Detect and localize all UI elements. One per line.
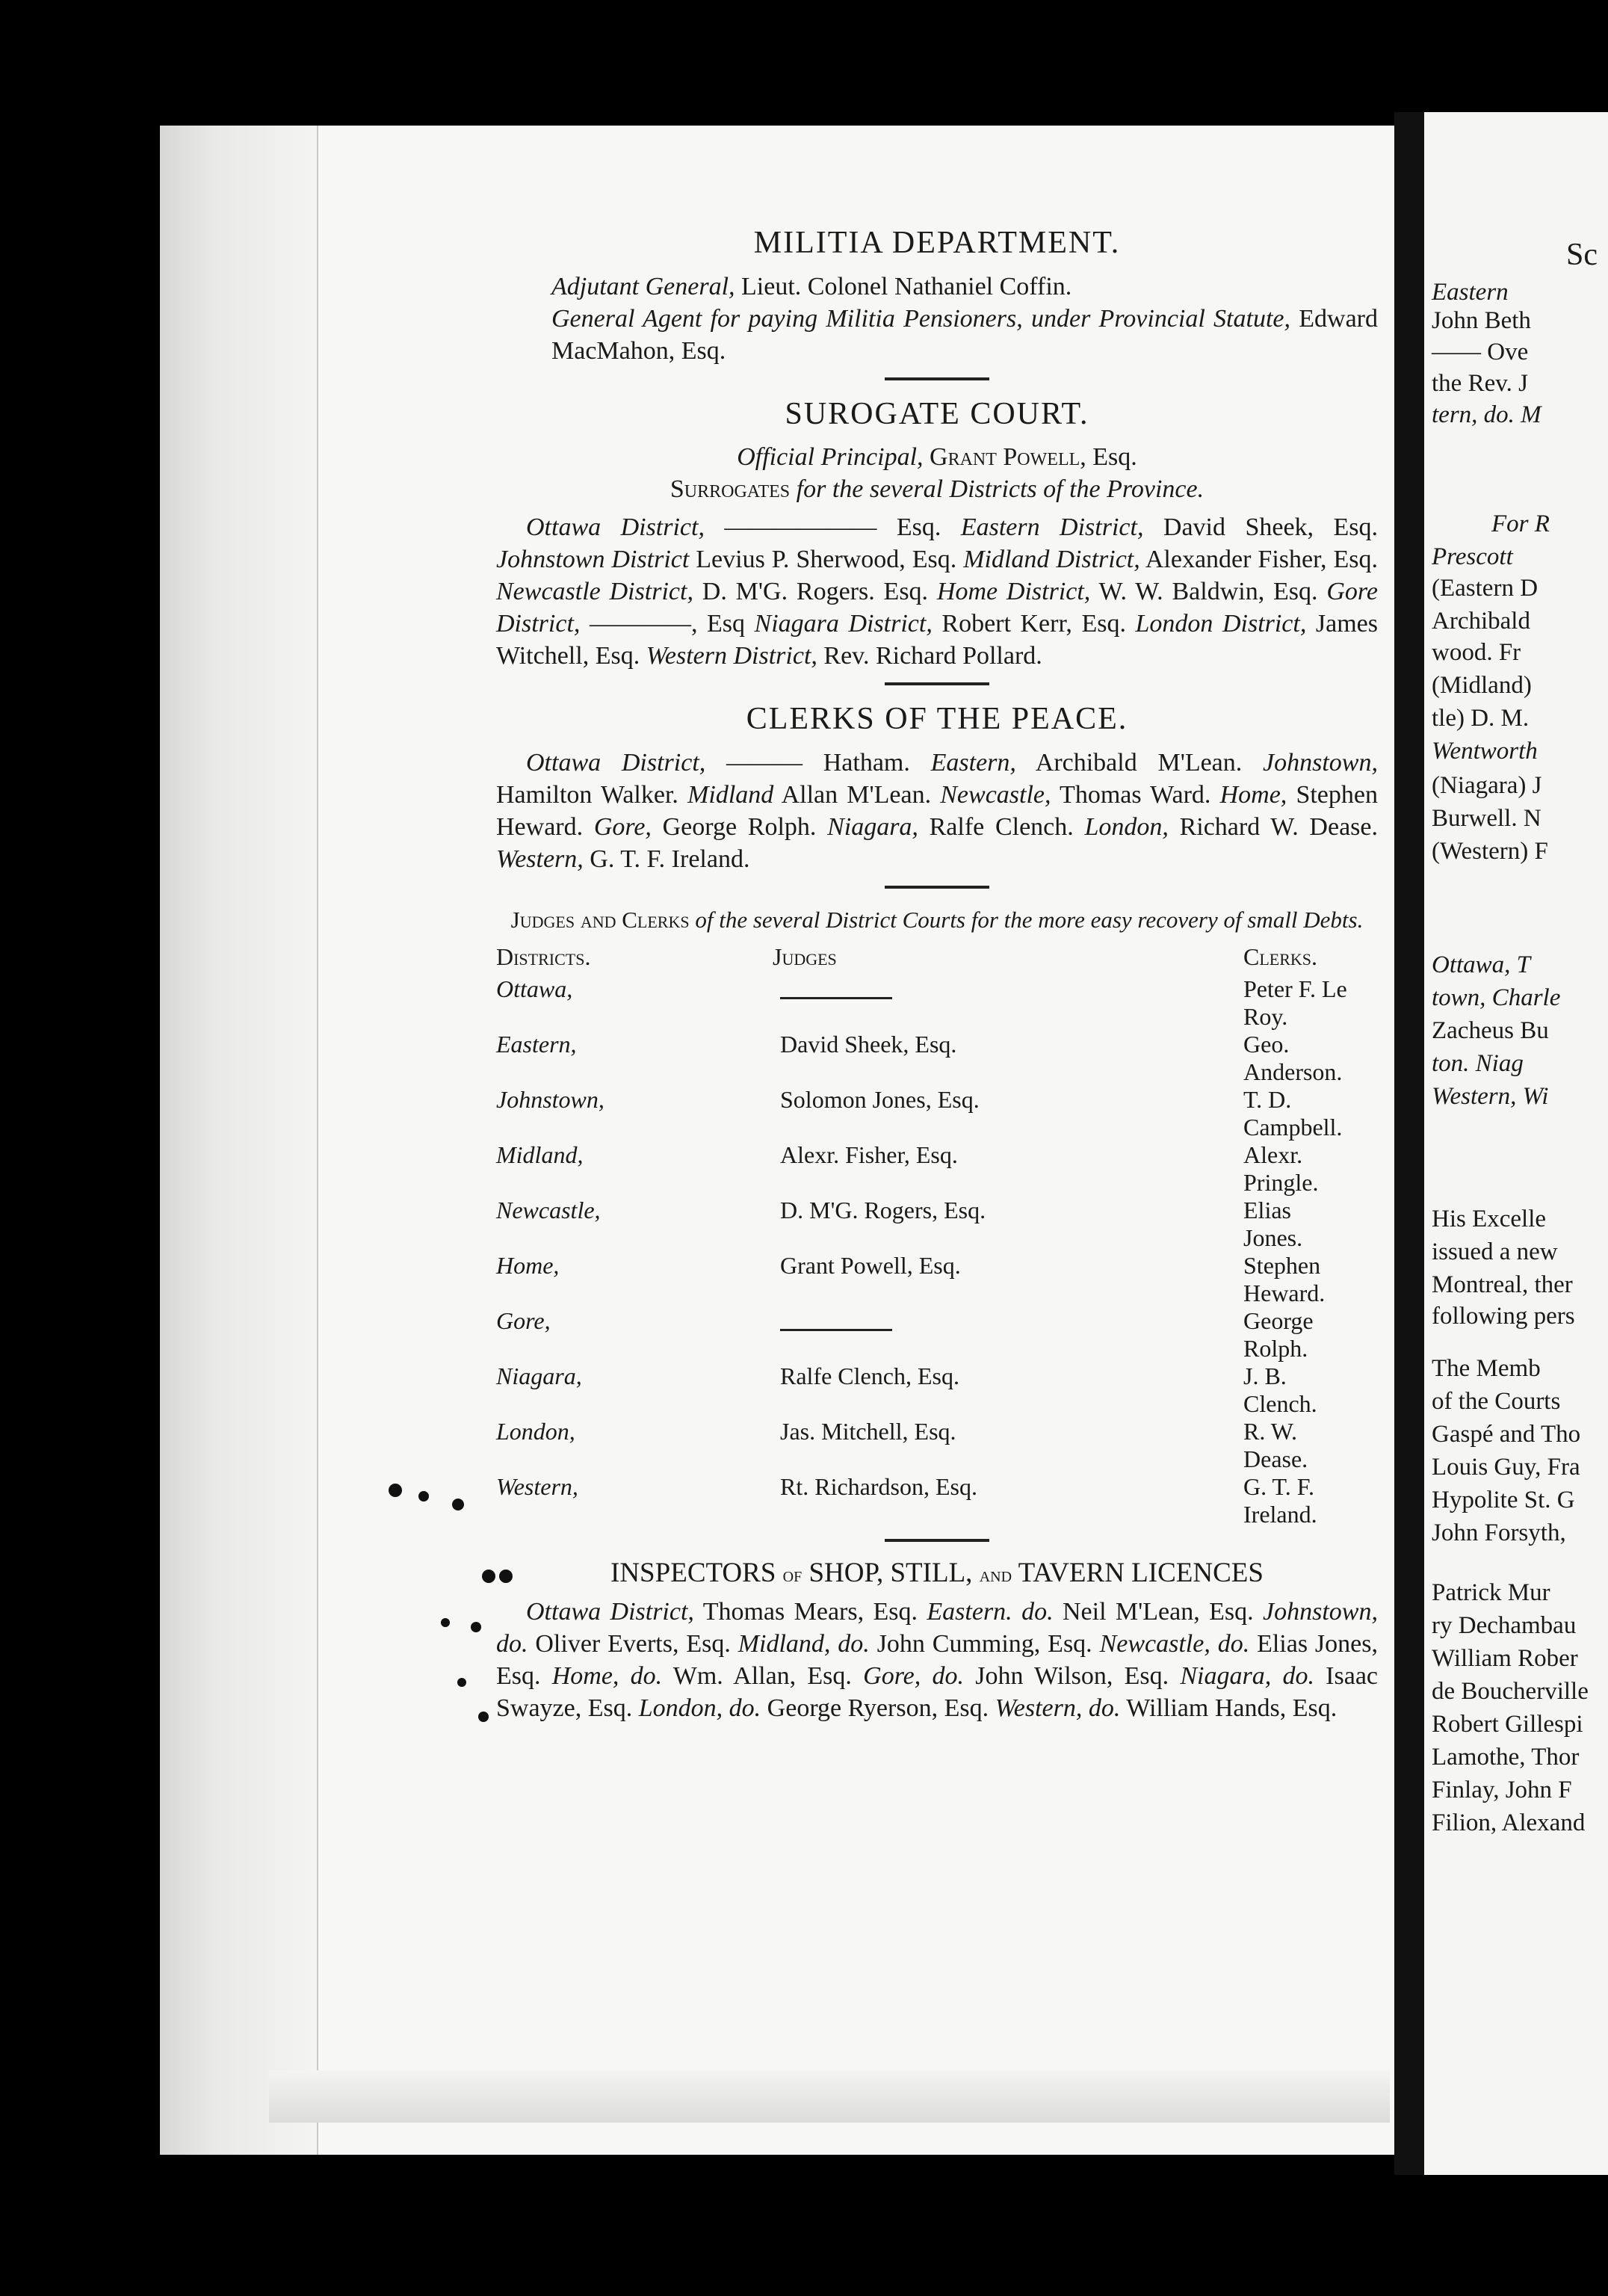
office-holder: ——— Hatham. xyxy=(705,749,931,777)
district-cell: Western, xyxy=(496,1473,578,1501)
district-name: Newcastle, xyxy=(940,781,1051,809)
facing-page-line: Filion, Alexand xyxy=(1432,1809,1586,1836)
ink-spot xyxy=(499,1570,513,1583)
office-holder: David Sheek, Esq. xyxy=(1143,513,1378,541)
district-name: Ottawa District, xyxy=(526,1598,694,1626)
facing-page-line: Hypolite St. G xyxy=(1432,1487,1575,1513)
district-courts-label: Judges and Clerks xyxy=(510,907,690,933)
office-holder: George Ryerson, Esq. xyxy=(761,1694,995,1723)
divider xyxy=(885,377,989,380)
facing-page xyxy=(1424,112,1608,2175)
facing-page-line: tern, do. M xyxy=(1432,401,1541,428)
table-row xyxy=(496,975,1355,1031)
clerk-cell: R. W. Dease. xyxy=(1243,1418,1308,1473)
office-holder: William Hands, Esq. xyxy=(1120,1694,1338,1723)
page-edge xyxy=(160,126,318,2155)
facing-page-line: Louis Guy, Fra xyxy=(1432,1454,1580,1481)
judge-cell: Solomon Jones, Esq. xyxy=(780,1086,980,1114)
facing-page-line: Prescott xyxy=(1432,543,1513,570)
office-holder: Archibald M'Lean. xyxy=(1015,749,1264,777)
office-holder: Ralfe Clench. xyxy=(918,813,1085,842)
clerk-cell: Alexr. Pringle. xyxy=(1243,1141,1319,1197)
facing-page-line: (Midland) xyxy=(1432,672,1532,699)
district-name: Niagara, xyxy=(827,813,918,842)
office-holder: Thomas Mears, Esq. xyxy=(693,1598,927,1626)
judge-cell: Jas. Mitchell, Esq. xyxy=(780,1418,956,1445)
facing-page-line: ry Dechambau xyxy=(1432,1612,1577,1639)
district-cell: Newcastle, xyxy=(496,1197,601,1224)
facing-page-line: following pers xyxy=(1432,1303,1575,1330)
principal-label: Official Principal, xyxy=(737,442,924,471)
facing-page-line: Sc xyxy=(1566,238,1598,272)
district-name: Newcastle District, xyxy=(496,577,693,605)
judge-cell xyxy=(720,1307,1176,1363)
office-holder: Elias Jones, Esq. xyxy=(496,1630,1378,1691)
district-name: Western, do. xyxy=(995,1694,1121,1723)
office-holder: Richard W. Dease. xyxy=(1168,813,1378,842)
facing-page-line: (Niagara) J xyxy=(1432,772,1542,799)
district-cell: Gore, xyxy=(496,1307,551,1335)
district-name: Eastern. do. xyxy=(927,1598,1054,1626)
facing-page-line: wood. Fr xyxy=(1432,639,1521,666)
clerk-cell: Elias Jones. xyxy=(1243,1197,1303,1252)
district-name: Newcastle, do. xyxy=(1099,1630,1250,1658)
facing-page-line: Montreal, ther xyxy=(1432,1271,1573,1298)
district-courts-desc: of the several District Courts for the more easy recovery of small Debts. xyxy=(695,907,1364,933)
clerk-cell: George Rolph. xyxy=(1243,1307,1314,1363)
surrogates-list xyxy=(496,511,1378,672)
district-name: Johnstown, do. xyxy=(496,1598,1378,1658)
district-name: Gore District, xyxy=(496,577,1378,638)
clerk-cell: G. T. F. Ireland. xyxy=(1243,1473,1317,1528)
district-name: London, do. xyxy=(638,1694,761,1723)
inspectors-title-b: SHOP, STILL, xyxy=(808,1558,973,1589)
facing-page-line: Ottawa, T xyxy=(1432,951,1531,978)
facing-page-line: of the Courts xyxy=(1432,1388,1561,1415)
office-holder: W. W. Baldwin, Esq. xyxy=(1090,577,1327,605)
district-name: Eastern, xyxy=(930,749,1016,777)
vacant-dash xyxy=(780,997,892,999)
surrogates-desc: for the several Districts of the Province. xyxy=(796,475,1205,503)
district-name: Home, do. xyxy=(551,1662,663,1691)
table-row xyxy=(496,1363,1355,1418)
judge-cell: David Sheek, Esq. xyxy=(780,1031,957,1058)
district-cell: Niagara, xyxy=(496,1363,582,1390)
office-holder: ————, Esq xyxy=(580,609,755,638)
office-holder: Allan M'Lean. xyxy=(773,781,941,809)
district-cell: Midland, xyxy=(496,1141,584,1169)
ink-spot xyxy=(478,1712,489,1722)
facing-page-line: Patrick Mur xyxy=(1432,1579,1550,1606)
page-content xyxy=(496,224,1378,1724)
district-name: Gore, do. xyxy=(863,1662,964,1691)
adjutant-label: Adjutant General, xyxy=(551,273,735,301)
book-gutter xyxy=(1394,112,1424,2175)
facing-page-line: issued a new xyxy=(1432,1238,1558,1265)
facing-page-line: Burwell. N xyxy=(1432,805,1541,832)
clerk-cell: J. B. Clench. xyxy=(1243,1363,1317,1418)
facing-page-line: William Rober xyxy=(1432,1645,1578,1672)
district-name: Johnstown District xyxy=(496,545,690,573)
facing-page-line: Finlay, John F xyxy=(1432,1777,1572,1803)
ink-spot xyxy=(441,1618,450,1627)
ink-spot xyxy=(457,1678,466,1687)
district-name: Niagara, do. xyxy=(1180,1662,1314,1691)
facing-page-line: His Excelle xyxy=(1432,1206,1547,1232)
office-holder: James Witchell, Esq. xyxy=(496,609,1378,670)
col-clerks: Clerks. xyxy=(1243,943,1318,971)
clerk-cell: Peter F. Le Roy. xyxy=(1243,975,1347,1031)
office-holder: G. T. F. Ireland. xyxy=(583,845,750,874)
agent-name: Edward MacMahon, Esq. xyxy=(551,305,1379,365)
surrogates-label: Surrogates xyxy=(670,475,791,503)
office-holder: John Wilson, Esq. xyxy=(963,1662,1181,1691)
district-cell: London, xyxy=(496,1418,575,1445)
facing-page-line: Wentworth xyxy=(1432,738,1538,765)
principal-suffix: Esq. xyxy=(1092,442,1137,471)
facing-page-line: (Eastern D xyxy=(1432,575,1539,602)
facing-page-line: Lamothe, Thor xyxy=(1432,1744,1580,1771)
office-holder: Robert Kerr, Esq. xyxy=(932,609,1136,638)
office-holder: Levius P. Sherwood, Esq. xyxy=(689,545,964,573)
facing-page-line: John Forsyth, xyxy=(1432,1519,1566,1546)
district-courts-heading xyxy=(496,904,1378,936)
inspectors-title-c: TAVERN LICENCES xyxy=(1018,1558,1264,1589)
judge-cell xyxy=(720,975,1176,1031)
district-name: London, xyxy=(1084,813,1169,842)
office-holder: —————— Esq. xyxy=(704,513,961,541)
district-name: London District, xyxy=(1135,609,1307,638)
facing-page-line: Gaspé and Tho xyxy=(1432,1421,1581,1448)
ink-spot xyxy=(471,1622,481,1632)
judge-cell: Grant Powell, Esq. xyxy=(780,1252,961,1280)
district-cell: Johnstown, xyxy=(496,1086,604,1114)
surrogate-title: SUROGATE COURT. xyxy=(785,397,1089,432)
militia-adjutant xyxy=(496,271,1378,303)
office-holder: Isaac Swayze, Esq. xyxy=(496,1662,1379,1723)
table-row xyxy=(496,1031,1355,1086)
facing-page-line: the Rev. J xyxy=(1432,370,1528,397)
office-holder: John Cumming, Esq. xyxy=(869,1630,1100,1658)
militia-title: MILITIA DEPARTMENT. xyxy=(753,226,1121,260)
district-name: Gore, xyxy=(593,813,652,842)
facing-page-line: ton. Niag xyxy=(1432,1050,1524,1077)
page-bottom-edge xyxy=(269,2070,1390,2123)
inspectors-title-of: of xyxy=(782,1564,803,1587)
facing-page-line: The Memb xyxy=(1432,1355,1541,1382)
ink-spot xyxy=(389,1484,402,1497)
table-row xyxy=(496,1307,1355,1363)
table-row xyxy=(496,1086,1355,1141)
district-name: Niagara District, xyxy=(754,609,933,638)
district-name: Home District, xyxy=(936,577,1091,605)
facing-page-line: (Western) F xyxy=(1432,838,1548,865)
judge-cell: Ralfe Clench, Esq. xyxy=(780,1363,959,1390)
office-holder: Neil M'Lean, Esq. xyxy=(1053,1598,1264,1626)
inspectors-list xyxy=(496,1596,1378,1724)
office-holder: D. M'G. Rogers. Esq. xyxy=(693,577,937,605)
office-holder: Alexander Fisher, Esq. xyxy=(1139,545,1379,573)
divider xyxy=(885,886,989,889)
office-holder: Oliver Everts, Esq. xyxy=(528,1630,738,1658)
facing-page-line: Eastern xyxy=(1432,279,1509,306)
table-row xyxy=(496,1141,1355,1197)
district-name: Home, xyxy=(1219,781,1287,809)
table-row xyxy=(496,1473,1355,1528)
district-name: Midland District, xyxy=(963,545,1140,573)
district-cell: Eastern, xyxy=(496,1031,577,1058)
facing-page-line: —— Ove xyxy=(1432,339,1529,365)
facing-page-line: Zacheus Bu xyxy=(1432,1017,1549,1044)
district-cell: Ottawa, xyxy=(496,975,573,1003)
clerks-peace-list xyxy=(496,747,1378,875)
divider xyxy=(885,1539,989,1542)
clerks-peace-title: CLERKS OF THE PEACE. xyxy=(746,701,1128,736)
table-header-row xyxy=(496,943,1355,975)
facing-page-line: town, Charle xyxy=(1432,984,1561,1011)
agent-label: General Agent for paying Militia Pensioners, under Provincial Statute, xyxy=(551,305,1290,333)
clerk-cell: Stephen Heward. xyxy=(1243,1252,1326,1307)
inspectors-title-and: and xyxy=(979,1564,1012,1587)
office-holder: Thomas Ward. xyxy=(1051,781,1220,809)
office-holder: George Rolph. xyxy=(651,813,828,842)
facing-page-line: tle) D. M. xyxy=(1432,705,1530,732)
office-holder: Rev. Richard Pollard. xyxy=(817,641,1042,670)
district-courts-table xyxy=(496,943,1355,1528)
clerk-cell: Geo. Anderson. xyxy=(1243,1031,1343,1086)
facing-page-line: John Beth xyxy=(1432,307,1531,334)
judge-cell: Alexr. Fisher, Esq. xyxy=(780,1141,958,1169)
office-holder: Stephen Heward. xyxy=(496,781,1378,842)
office-holder: Wm. Allan, Esq. xyxy=(662,1662,864,1691)
militia-agent xyxy=(496,303,1378,367)
table-row xyxy=(496,1252,1355,1307)
ink-spot xyxy=(452,1499,464,1510)
district-name: Eastern District, xyxy=(960,513,1144,541)
district-name: Johnstown, xyxy=(1263,749,1378,777)
ink-spot xyxy=(418,1491,429,1502)
facing-page-line: de Boucherville xyxy=(1432,1678,1589,1705)
table-row xyxy=(496,1197,1355,1252)
district-name: Midland xyxy=(687,781,774,809)
district-courts-rows xyxy=(496,975,1355,1528)
district-name: Midland, do. xyxy=(737,1630,870,1658)
facing-page-line: Western, Wi xyxy=(1432,1083,1549,1110)
ink-spot xyxy=(482,1570,495,1583)
judge-cell: Rt. Richardson, Esq. xyxy=(780,1473,977,1501)
principal-name: Grant Powell, xyxy=(930,442,1086,471)
vacant-dash xyxy=(780,1329,892,1331)
office-holder: Hamilton Walker. xyxy=(496,781,688,809)
district-name: Western, xyxy=(496,845,584,874)
district-cell: Home, xyxy=(496,1252,560,1280)
facing-page-line: For R xyxy=(1491,510,1550,537)
col-judges: Judges xyxy=(773,943,837,971)
surrogates-subtitle xyxy=(496,473,1378,505)
adjutant-name: Lieut. Colonel Nathaniel Coffin. xyxy=(741,273,1072,301)
inspectors-title xyxy=(496,1557,1378,1591)
facing-page-line: Archibald xyxy=(1432,608,1530,635)
district-name: Western District, xyxy=(646,641,817,670)
judge-cell: D. M'G. Rogers, Esq. xyxy=(780,1197,986,1224)
facing-page-line: Robert Gillespi xyxy=(1432,1711,1583,1738)
district-name: Ottawa District, xyxy=(526,749,706,777)
divider xyxy=(885,682,989,685)
inspectors-title-a: INSPECTORS xyxy=(610,1558,776,1589)
surrogate-principal xyxy=(496,441,1378,473)
clerk-cell: T. D. Campbell. xyxy=(1243,1086,1343,1141)
table-row xyxy=(496,1418,1355,1473)
col-districts: Districts. xyxy=(496,943,591,971)
district-name: Ottawa District, xyxy=(526,513,705,541)
